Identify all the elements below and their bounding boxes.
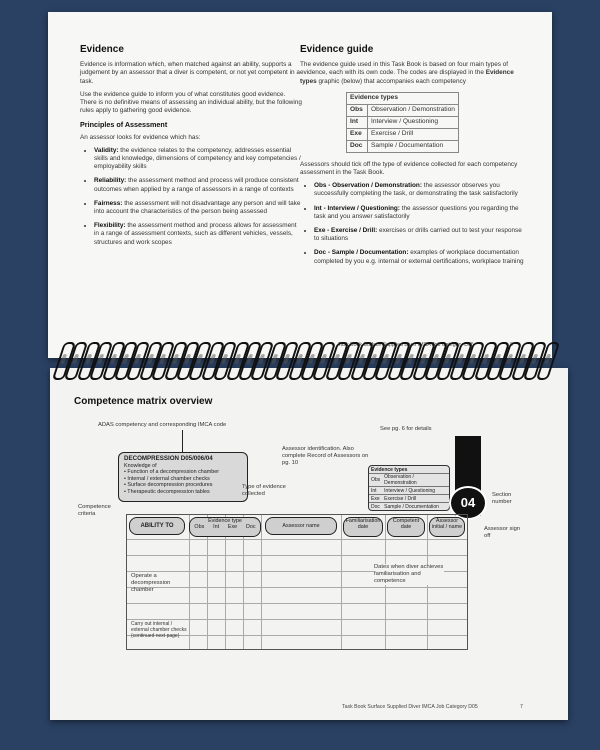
- bottom-page: [50, 368, 568, 720]
- assessor-signoff-annotation: Assessor sign off: [484, 526, 521, 539]
- grid-line: [127, 619, 467, 620]
- evidence-type-label: Evidence type: [208, 518, 242, 524]
- table-row: [347, 140, 459, 152]
- grid-line: [341, 515, 342, 649]
- matrix-title: Competence matrix overview: [74, 396, 213, 407]
- principle-term: Fairness:: [94, 199, 123, 207]
- familiarisation-header: Familiarisation date: [343, 517, 383, 537]
- evidence-code: Obs: [347, 104, 368, 116]
- principles-list: [80, 147, 302, 247]
- knowledge-title: Knowledge of: [124, 462, 157, 469]
- guide-item: [314, 249, 524, 265]
- principle-term: Reliability:: [94, 177, 127, 185]
- see-page-annotation: See pg. 6 for details: [380, 426, 432, 432]
- grid-line: [261, 515, 262, 649]
- table-row: [347, 128, 459, 140]
- principle-item: [94, 147, 302, 172]
- assessor-initial-header: Assessor initial / name: [429, 517, 465, 537]
- evidence-cols: [190, 524, 260, 530]
- knowledge-item-text: Internal / external chamber checks: [127, 475, 210, 482]
- matrix-row-label: Carry out internal / external chamber checks (continued next page): [131, 621, 187, 639]
- evidence-code: Obs: [369, 474, 382, 487]
- section-badge: 04: [449, 486, 487, 520]
- guide-text: the assessor questions you regarding the task and you answer satisfactorily: [314, 204, 519, 220]
- evidence-label: Interview / Questioning: [368, 116, 459, 128]
- small-evidence-header: Evidence types: [371, 466, 408, 473]
- principle-text: the evidence relates to the competency, addresses essential skills and knowledge, dimensions of competency and key competencies / employability skills: [94, 146, 301, 171]
- guide-item: [314, 182, 524, 198]
- competent-header: Competent date: [387, 517, 425, 537]
- adas-annotation: ADAS competency and corresponding IMCA code: [98, 422, 227, 428]
- page-footer: Task Book Surface Supplied Diver IMCA Job Category D05: [338, 342, 474, 348]
- table-row: [369, 474, 449, 487]
- evidence-title: Evidence: [80, 44, 124, 55]
- dates-annotation: Dates when diver achieves familiarisation and competence: [374, 564, 444, 584]
- tick-off-text: Assessors should tick off the type of evidence collected for each competency assessment in the Task Book.: [300, 160, 518, 177]
- intro-bold: Evidence types: [300, 69, 514, 85]
- principle-text: the assessment will not disadvantage any person and will take into account the characteristics of the person being assessed: [94, 199, 301, 216]
- grid-line: [127, 603, 467, 604]
- evidence-code: Int: [347, 116, 368, 128]
- evidence-label: Sample / Documentation: [368, 140, 459, 152]
- evidence-label: Sample / Documentation: [382, 503, 449, 511]
- small-evidence-types: [368, 465, 450, 511]
- principles-title: Principles of Assessment: [80, 120, 168, 130]
- guide-term: Doc - Sample / Documentation:: [314, 249, 409, 257]
- evidence-guide-list: [300, 182, 524, 266]
- guide-text: examples of workplace documentation completed by you e.g. internal or external certifications, workplace training: [314, 249, 524, 265]
- table-row: [347, 116, 459, 128]
- page-number: 7: [520, 704, 523, 710]
- principle-text: the assessment method and process will produce consistent outcomes when applied by a range of assessors in a range of contexts: [94, 177, 299, 193]
- intro-part: graphic (below) that accompanies each competency: [316, 77, 466, 85]
- knowledge-item: • Therapeutic decompression tables: [124, 488, 210, 495]
- principle-item: [94, 222, 302, 247]
- evidence-col: Doc: [245, 524, 256, 531]
- matrix-row-label: Operate a decompression chamber: [131, 573, 171, 593]
- decompression-title: DECOMPRESSION D05/006/04: [124, 455, 213, 462]
- principles-intro: An assessor looks for evidence which has:: [80, 133, 201, 141]
- guide-text: the assessor observes you successfully completing the task, or demonstrating the task satisfactorily: [314, 182, 518, 198]
- guide-term: Obs - Observation / Demonstration:: [314, 182, 422, 190]
- intro-part: The evidence guide used in this Task Book is based on four main types of evidence, each with its own code. The codes are displayed in the: [300, 61, 509, 77]
- type-collected-annotation: Type of evidence collected: [242, 484, 286, 497]
- evidence-code: Exe: [369, 495, 382, 503]
- principle-text: the assessment method and process allows for assessment in a range of assessment contexts, such as different vehicles, vessels, structures and work scopes: [94, 222, 297, 246]
- evidence-guide-intro: [300, 61, 524, 86]
- guide-term: Int - Interview / Questioning:: [314, 204, 400, 212]
- grid-line: [127, 539, 467, 540]
- competence-criteria-annotation: Competence criteria: [78, 504, 111, 517]
- evidence-label: Observation / Demonstration: [382, 474, 449, 487]
- guide-text: exercises or drills carried out to test your response to situations: [314, 227, 522, 243]
- evidence-code: Exe: [347, 128, 368, 140]
- table-row: [369, 495, 449, 503]
- table-row: [347, 104, 459, 116]
- guide-term: Exe - Exercise / Drill:: [314, 227, 378, 235]
- assessor-id-annotation: Assessor identification. Also complete Record of Assessors on pg. 10: [282, 446, 369, 466]
- page-number: 6: [510, 342, 513, 348]
- knowledge-item-text: Therapeutic decompression tables: [127, 488, 210, 495]
- knowledge-item-text: Surface decompression procedures: [127, 482, 213, 489]
- evidence-types-header: Evidence types: [347, 92, 459, 104]
- spiral-binding: [50, 342, 560, 382]
- knowledge-item: • Surface decompression procedures: [124, 482, 213, 489]
- principle-item: [94, 200, 302, 216]
- decompression-box: [118, 452, 248, 502]
- evidence-label: Interview / Questioning: [382, 487, 449, 495]
- evidence-col: Exe: [227, 524, 238, 531]
- evidence-code: Doc: [369, 503, 382, 511]
- evidence-label: Exercise / Drill: [368, 128, 459, 140]
- top-page: [48, 12, 552, 358]
- section-number-annotation: Section number: [492, 492, 512, 505]
- evidence-code: Doc: [347, 140, 368, 152]
- grid-line: [189, 515, 190, 649]
- evidence-type-header: [189, 517, 261, 537]
- evidence-intro: Evidence is information which, when matched against an ability, supports a judgement by an assessor that a diver is competent, or not yet competent in a task.: [80, 61, 300, 85]
- page-footer: Task Book Surface Supplied Diver IMCA Job Category D05: [342, 704, 478, 710]
- left-column: [80, 46, 302, 253]
- guide-item: [314, 205, 524, 221]
- knowledge-item-text: Function of a decompression chamber: [127, 469, 220, 476]
- evidence-label: Exercise / Drill: [382, 495, 449, 503]
- table-row: [369, 503, 449, 511]
- assessor-name-header: Assessor name: [265, 517, 337, 535]
- grid-line: [127, 555, 467, 556]
- evidence-guide-title: Evidence guide: [300, 44, 374, 55]
- guide-item: [314, 227, 524, 243]
- principle-term: Validity:: [94, 146, 119, 154]
- knowledge-item: • Internal / external chamber checks: [124, 475, 210, 482]
- evidence-col: Int: [213, 524, 220, 531]
- evidence-types-table: [346, 92, 459, 153]
- ability-header: ABILITY TO: [129, 517, 185, 535]
- evidence-col: Obs: [194, 524, 205, 531]
- knowledge-item: • Function of a decompression chamber: [124, 469, 220, 476]
- table-row: [369, 487, 449, 495]
- right-column: [300, 46, 524, 272]
- principle-item: [94, 177, 302, 193]
- evidence-label: Observation / Demonstration: [368, 104, 459, 116]
- arrow-line: [182, 430, 183, 452]
- principle-term: Flexibility:: [94, 222, 126, 230]
- evidence-code: Int: [369, 487, 382, 495]
- evidence-guide-text: Use the evidence guide to inform you of what constitutes good evidence. There is no definitive means of assessing an individual ability, but the following rules apply to gathering good evidence.: [80, 90, 302, 115]
